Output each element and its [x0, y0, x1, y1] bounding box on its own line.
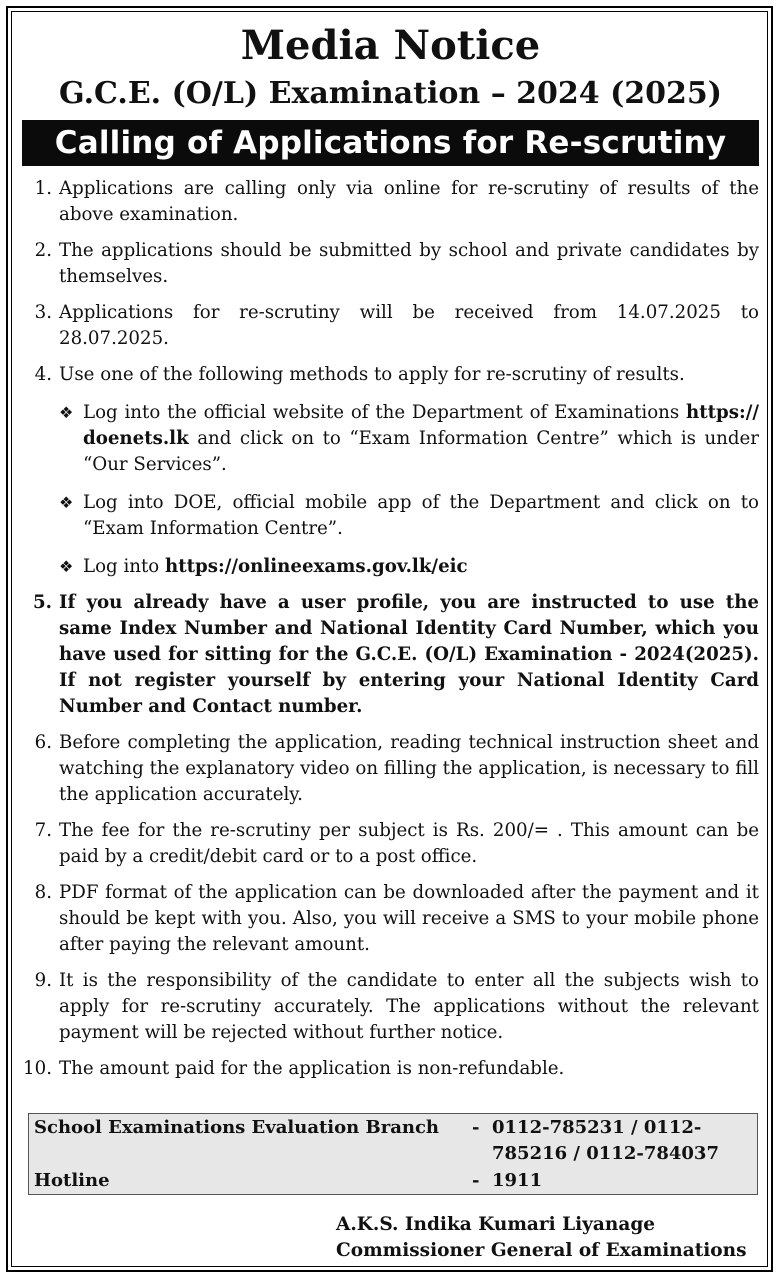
notice-content	[22, 20, 759, 1092]
item-text: PDF format of the application can be downloaded after the payment and it should be kept with you. Also, you will receive a SMS to your mobile phone after paying the relevant amount.	[59, 882, 759, 955]
exam-subtitle: G.C.E. (O/L) Examination – 2024 (2025)	[59, 76, 722, 111]
onlineexams-link[interactable]: https://onlineexams.gov.lk/eic	[165, 556, 468, 577]
item-text: It is the responsibility of the candidate to enter all the subjects wish to apply for re-scrutiny accurately. The applications without the relevant payment will be rejected without further notice.	[59, 970, 759, 1043]
item-number: 6 .	[22, 730, 52, 756]
list-item	[22, 1056, 759, 1082]
contact-dash: -	[472, 1170, 480, 1191]
item-text: Before completing the application, reading technical instruction sheet and watching the explanatory video on filling the application, is necessary to fill the application accurately.	[59, 732, 759, 805]
doenets-link[interactable]: https:// doenets.lk	[83, 402, 759, 449]
item-text: Applications are calling only via online for re-scrutiny of results of the above examination.	[59, 178, 759, 225]
item-number: 2 .	[22, 238, 52, 264]
item-number: 7 .	[22, 818, 52, 844]
contact-label: Hotline	[34, 1170, 110, 1191]
item-text: The amount paid for the application is non-refundable.	[59, 1058, 565, 1079]
method-text: Log into the official website of the Department of Examinations	[83, 402, 687, 423]
list-item	[22, 176, 759, 228]
item-number: 10 .	[22, 1056, 52, 1082]
diamond-bullet-icon: ❖	[59, 557, 74, 576]
method-item	[59, 554, 759, 580]
banner-heading: Calling of Applications for Re-scrutiny	[22, 120, 759, 166]
signature-block	[336, 1212, 766, 1264]
list-item	[22, 880, 759, 958]
contact-dash: -	[472, 1117, 480, 1138]
method-text: Log into	[83, 556, 166, 577]
item-number: 5 .	[22, 590, 52, 616]
contact-phone: 0112-785231 / 0112-785216 / 0112-784037	[492, 1117, 719, 1164]
list-item	[22, 590, 759, 720]
item-number: 9 .	[22, 968, 52, 994]
list-item	[22, 362, 759, 580]
list-item	[22, 730, 759, 808]
list-item	[22, 238, 759, 290]
signatory-name: A.K.S. Indika Kumari Liyanage	[336, 1214, 656, 1235]
contact-box	[28, 1113, 758, 1195]
diamond-bullet-icon: ❖	[59, 493, 74, 512]
list-item	[22, 818, 759, 870]
diamond-bullet-icon: ❖	[59, 403, 74, 422]
item-number: 8 .	[22, 880, 52, 906]
item-text: The applications should be submitted by school and private candidates by themselves.	[59, 240, 759, 287]
list-item	[22, 968, 759, 1046]
method-text: Log into DOE, official mobile app of the Department and click on to “Exam Information Centre”.	[83, 492, 759, 539]
item-number: 1 .	[22, 176, 52, 202]
method-text: and click on to “Exam Information Centre” which is under “Our Services”.	[83, 428, 759, 475]
item-number: 4 .	[22, 362, 52, 388]
method-item	[59, 400, 759, 478]
list-item	[22, 300, 759, 352]
instructions-list	[22, 176, 759, 1082]
item-text: The fee for the re-scrutiny per subject is Rs. 200/= . This amount can be paid by a credit/debit card or to a post office.	[59, 820, 759, 867]
signatory-position: Commissioner General of Examinations	[336, 1240, 747, 1261]
item-number: 3 .	[22, 300, 52, 326]
methods-list	[59, 400, 759, 580]
item-text: If you already have a user profile, you are instructed to use the same Index Number and National Identity Card Number, which you have used for sitting for the G.C.E. (O/L) Examination - 2024(2025). If not register yourself by entering your National Identity Card Number and Contact number.	[59, 592, 759, 717]
contact-phone: 1911	[492, 1170, 543, 1191]
contact-label: School Examinations Evaluation Branch	[34, 1117, 439, 1138]
method-item	[59, 490, 759, 542]
item-text: Applications for re-scrutiny will be received from 14.07.2025 to 28.07.2025.	[59, 302, 759, 349]
item-text: Use one of the following methods to apply for re-scrutiny of results.	[59, 364, 685, 385]
page-title: Media Notice	[240, 22, 541, 69]
